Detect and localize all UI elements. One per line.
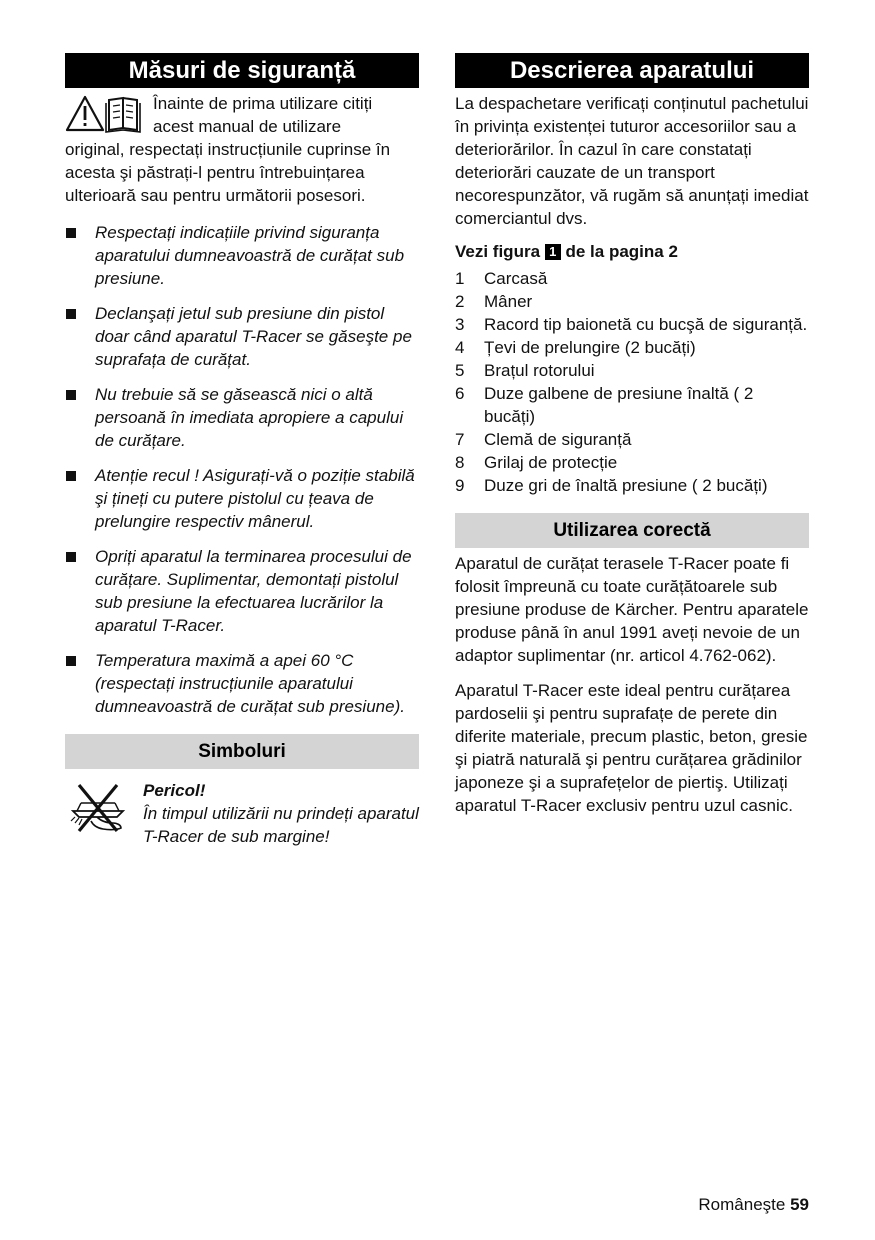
bullet-square-icon xyxy=(66,390,76,400)
parts-list xyxy=(455,267,809,497)
usage-heading: Utilizarea corectă xyxy=(455,513,809,548)
page-footer xyxy=(698,1193,809,1216)
list-item: 1 Carcasă xyxy=(455,269,548,288)
bullet-square-icon xyxy=(66,656,76,666)
description-heading: Descrierea aparatului xyxy=(455,53,809,88)
list-item: Temperatura maximă a apei 60 °C (respectați instrucțiunile aparatului dumneavoastră de curățat sub presiune). xyxy=(65,649,419,718)
left-column xyxy=(65,53,419,849)
page-number: 59 xyxy=(790,1195,809,1214)
bullet-square-icon xyxy=(66,471,76,481)
safety-bullet-list xyxy=(65,221,419,718)
list-item: Nu trebuie să se găsească nici o altă persoană în imediata apropiere a capului de curățare. xyxy=(65,383,419,452)
list-item: Opriți aparatul la terminarea procesului de curățare. Suplimentar, demontați pistolul sub presiune la efectuarea lucrărilor la aparatul T-Racer. xyxy=(65,545,419,637)
intro-rest: original, respectați instrucțiunile cuprinse în acesta şi păstrați-l pentru întrebuințarea ulterioară sau pentru următorii posesori. xyxy=(65,140,391,205)
danger-symbol-row xyxy=(65,779,419,849)
intro-line-2: acest manual de utilizare xyxy=(153,117,342,136)
list-item: 6 Duze galbene de presiune înaltă ( 2 bucăți) xyxy=(455,384,754,426)
danger-text: În timpul utilizării nu prindeți aparatul T-Racer de sub margine! xyxy=(143,804,419,846)
list-item: 5 Brațul rotorului xyxy=(455,361,595,380)
figure-number-badge: 1 xyxy=(545,244,561,260)
bullet-square-icon xyxy=(66,228,76,238)
list-item: Atenție recul ! Asigurați-vă o poziție stabilă şi țineți cu putere pistolul cu țeava de prelungire respectiv mânerul. xyxy=(65,464,419,533)
warning-manual-icon xyxy=(65,94,149,134)
bullet-square-icon xyxy=(66,309,76,319)
usage-paragraph-1: Aparatul de curățat terasele T-Racer poate fi folosit împreună cu toate curățătoarele sub presiune produse de Kärcher. Pentru aparatele produse până în anul 1991 aveți nevoie de un adaptor suplimentar (nr. articol 4.762-062). xyxy=(455,554,809,665)
symbols-heading: Simboluri xyxy=(65,734,419,769)
right-column xyxy=(455,53,809,817)
safety-heading: Măsuri de siguranță xyxy=(65,53,419,88)
list-item: 2 Mâner xyxy=(455,292,533,311)
list-item: 4 Țevi de prelungire (2 bucăți) xyxy=(455,338,696,357)
list-item: Declanşați jetul sub presiune din pistol doar când aparatul T-Racer se găseşte pe suprafața de curățat. xyxy=(65,302,419,371)
no-hand-under-edge-icon xyxy=(67,781,129,835)
intro-line-1: Înainte de prima utilizare citiți xyxy=(153,94,373,113)
danger-title: Pericol! xyxy=(143,781,206,800)
list-item: 7 Clemă de siguranță xyxy=(455,430,632,449)
list-item: 9 Duze gri de înaltă presiune ( 2 bucăți) xyxy=(455,476,768,495)
list-item: Respectați indicațiile privind siguranța aparatului dumneavoastră de curățat sub presiune. xyxy=(65,221,419,290)
list-item: 8 Grilaj de protecție xyxy=(455,453,618,472)
safety-intro xyxy=(65,92,419,207)
description-intro: La despachetare verificați conținutul pachetului în privința existenței tuturor accesoriilor sau a deteriorărilor. În cazul în care constatați deteriorări cauzate de un transport necorespunzător, vă rugăm să anunțați imediat comerciantul dvs. xyxy=(455,94,809,228)
usage-paragraph-2: Aparatul T-Racer este ideal pentru curățarea pardoselii şi pentru suprafațe de perete din diferite materiale, precum plastic, beton, gresie şi piatră naturală şi pentru curățarea grădinilor japoneze şi a suprafețelor de piertiş. Utilizați aparatul T-Racer exclusiv pentru uzul casnic. xyxy=(455,681,808,815)
list-item: 3 Racord tip baionetă cu bucşă de siguranță. xyxy=(455,315,808,334)
footer-language: Româneşte xyxy=(698,1195,786,1214)
figure-reference: Vezi figura 1 de la pagina 2 xyxy=(455,242,678,261)
bullet-square-icon xyxy=(66,552,76,562)
